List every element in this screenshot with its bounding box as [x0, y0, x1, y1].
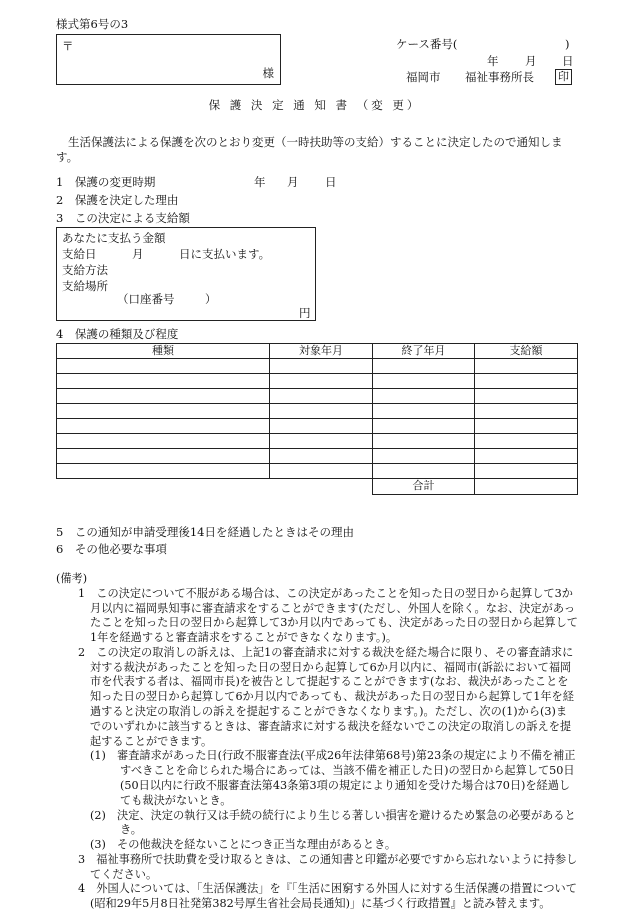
table-row: [57, 464, 578, 479]
table-cell: [475, 449, 578, 464]
pay-day-text: 日に支払います。: [179, 247, 271, 261]
table-cell: [373, 464, 475, 479]
table-row: [57, 434, 578, 449]
table-cell: [475, 359, 578, 374]
seal-mark: 印: [555, 69, 572, 85]
table-cell: [270, 449, 373, 464]
case-number-label: ケース番号(: [396, 37, 458, 51]
issuer-city: 福岡市: [406, 70, 441, 84]
pay-month: 月: [132, 247, 144, 261]
intro-paragraph: 生活保護法による保護を次のとおり変更（一時扶助等の支給）することに決定したので通知します。: [56, 135, 563, 164]
table-cell: [475, 374, 578, 389]
item-other: 6 その他必要な事項: [56, 542, 167, 556]
account-close: ）: [205, 292, 217, 306]
table-cell: [373, 404, 475, 419]
yen-label: 円: [299, 306, 311, 320]
table-cell: [475, 389, 578, 404]
notes-heading: (備考): [56, 572, 88, 585]
table-cell: [57, 359, 270, 374]
pay-day-label: 支給日: [62, 247, 97, 261]
total-value: [475, 479, 578, 494]
change-year: 年: [254, 175, 266, 189]
table-cell: [57, 464, 270, 479]
table-row: [57, 359, 578, 374]
table-row: [57, 404, 578, 419]
document-title: 保 護 決 定 通 知 書 （変 更）: [208, 98, 422, 112]
note-4: 4 外国人については、「生活保護法」を『「生活に困窮する外国人に対する生活保護の措置について(昭和29年5月8日社発第382号厚生省社会局長通知)」に基づく行政措置』と読み替えます。: [78, 882, 577, 911]
table-row: [57, 389, 578, 404]
item-reason: 2 保護を決定した理由: [56, 193, 179, 207]
postal-mark: 〒: [62, 39, 74, 53]
table-row: [57, 419, 578, 434]
table-cell: [57, 404, 270, 419]
table-cell: [373, 359, 475, 374]
date-month: 月: [525, 54, 537, 68]
item-delay-reason: 5 この通知が申請受理後14日を経過したときはその理由: [56, 525, 354, 539]
table-cell: [475, 404, 578, 419]
date-day: 日: [562, 54, 574, 68]
total-row: [57, 479, 578, 494]
table-cell: [270, 464, 373, 479]
place-label: 支給場所: [62, 279, 108, 293]
case-number-close: ): [565, 37, 570, 51]
table-cell: [270, 419, 373, 434]
note-2-sub-1: (1) 審査請求があった日(行政不服審査法(平成26年法律第68号)第23条の規定により不備を補正すべきことを命じられた場合にあっては、当該不備を補正した日)の翌日から起算して50日(50日以内に行政不服審査法第43条第3項の規定により通知を受けた場合は70日)を経過しても裁決がないとき。: [90, 749, 576, 807]
table-cell: [57, 374, 270, 389]
recipient-address-box: [56, 34, 281, 85]
table-row: [57, 449, 578, 464]
blank-cell: [57, 479, 270, 494]
table-cell: [373, 434, 475, 449]
note-1: 1 この決定について不服がある場合は、この決定があったことを知った日の翌日から起算して3か月以内に福岡県知事に審査請求をすることができます(ただし、外国人を除く。なお、決定があったことを知った日の翌日から起算して3か月以内であっても、決定があった日の翌日から起算して1年を経過すると審査請求をすることができなくなります。)。: [78, 586, 578, 645]
notes-section: [56, 572, 578, 912]
table-cell: [270, 389, 373, 404]
honorific: 様: [262, 66, 274, 81]
form-number: 様式第6号の3: [56, 17, 129, 31]
payment-box: [56, 227, 316, 321]
item-kinds: 4 保護の種類及び程度: [56, 327, 179, 341]
note-2: 2 この決定の取消しの訴えは、上記1の審査請求に対する裁決を経た場合に限り、その審査請求に対する裁決があったことを知った日の翌日から起算して6か月以内に、福岡市(訴訟において福岡市を代表する者は、福岡市長)を被告として提起することができます(なお、裁決があったことを知った日の翌日から起算して6か月以内であっても、裁決があった日の翌日から起算して1年を経過すると決定の取消しの訴えを提起することができなくなります。)。ただし、次の(1)から(3)までのいずれかに該当するときは、審査請求に対する裁決を経ないでこの決定の取消しの訴えを提起することができます。: [78, 645, 574, 748]
table-cell: [57, 419, 270, 434]
table-cell: [373, 389, 475, 404]
amount-label: あなたに支払う金額: [62, 231, 166, 245]
assistance-table: [56, 343, 578, 495]
note-3: 3 福祉事務所で扶助費を受け取るときは、この通知書と印鑑が必要ですから忘れないように持参してください。: [78, 852, 578, 881]
table-cell: [57, 449, 270, 464]
table-cell: [475, 419, 578, 434]
header-end: 終了年月: [373, 344, 475, 359]
item-change-date: 1 保護の変更時期: [56, 175, 156, 189]
item-amount: 3 この決定による支給額: [56, 211, 190, 225]
date-year: 年: [487, 54, 499, 68]
change-month: 月: [287, 175, 299, 189]
table-cell: [270, 404, 373, 419]
header-amount: 支給額: [475, 344, 578, 359]
table-cell: [475, 434, 578, 449]
table-cell: [57, 434, 270, 449]
blank-cell: [270, 479, 373, 494]
header-start: 対象年月: [270, 344, 373, 359]
issuer-office: 福祉事務所長: [465, 70, 534, 84]
method-label: 支給方法: [62, 263, 108, 277]
table-cell: [57, 389, 270, 404]
table-cell: [373, 374, 475, 389]
note-2-sub-2: (2) 決定、決定の執行又は手続の続行により生じる著しい損害を避けるため緊急の必要があるとき。: [90, 808, 576, 837]
table-cell: [373, 419, 475, 434]
note-2-sub-3: (3) その他裁決を経ないことにつき正当な理由があるとき。: [90, 838, 397, 852]
table-row: [57, 374, 578, 389]
header-kind: 種類: [57, 344, 270, 359]
account-label: （口座番号: [117, 292, 175, 306]
change-day: 日: [325, 175, 337, 189]
table-cell: [270, 434, 373, 449]
table-cell: [270, 359, 373, 374]
table-cell: [475, 464, 578, 479]
table-cell: [270, 374, 373, 389]
table-cell: [373, 449, 475, 464]
total-label: 合計: [373, 479, 475, 494]
